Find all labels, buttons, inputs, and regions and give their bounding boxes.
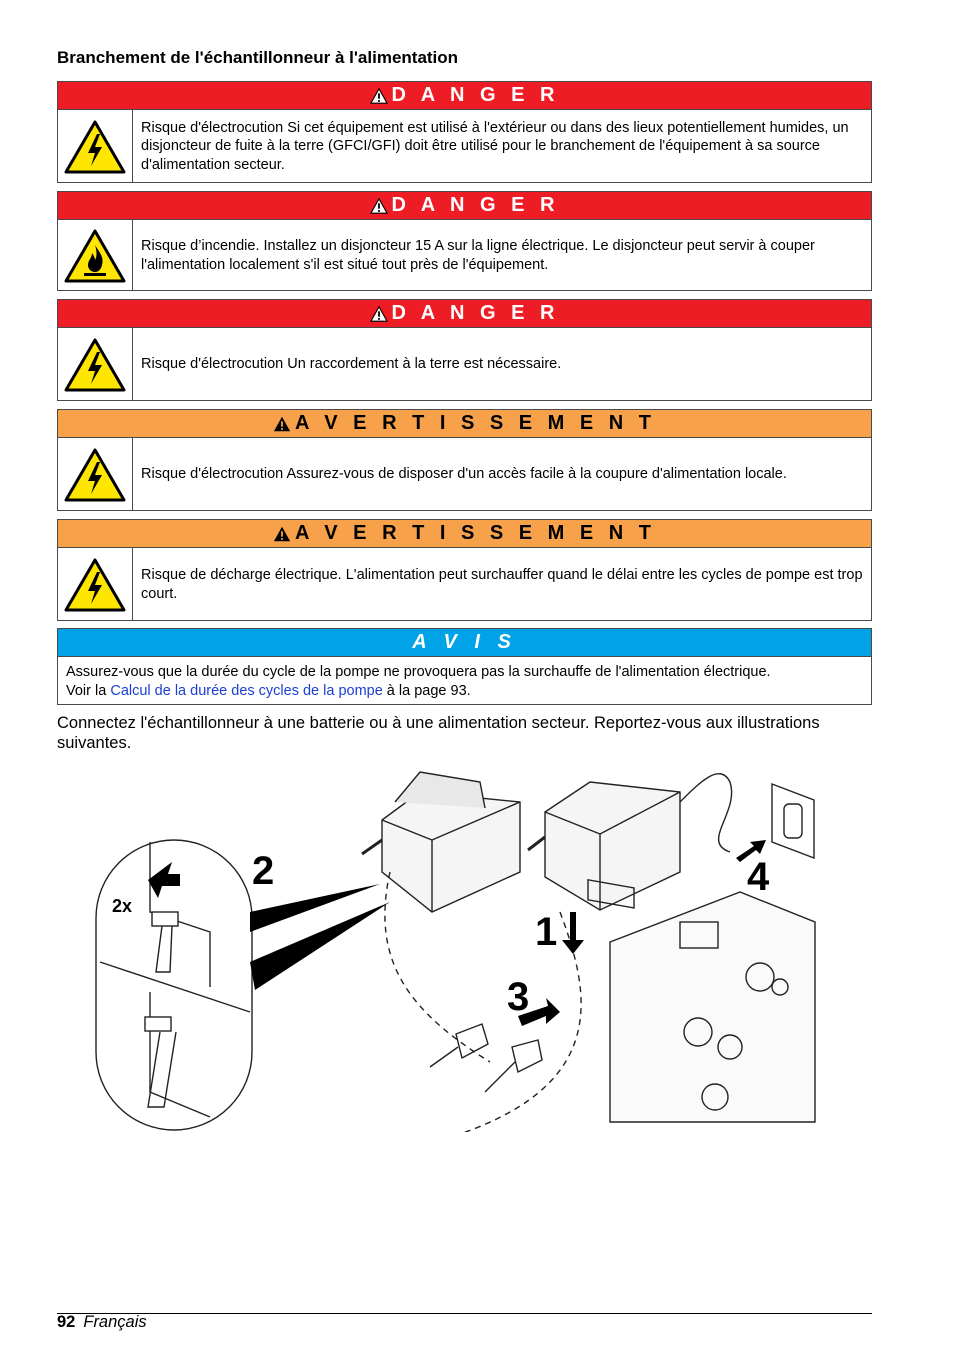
notice-text: Risque d’incendie. Installez un disjoncteur 15 A sur la ligne électrique. Le disjoncteur peut servir à couper l'alimentation localement s'il est situé tout près de l'équipement. — [141, 238, 815, 273]
warning-triangle-icon — [273, 525, 291, 543]
signal-word: A V E R T I S S E M E N T — [295, 412, 656, 434]
warning-triangle-icon — [273, 415, 291, 433]
step-2-label: 2 — [252, 849, 275, 893]
notice-text: Risque d'électrocution Un raccordement à la terre est nécessaire. — [141, 356, 562, 373]
cross-reference-link[interactable]: Calcul de la durée des cycles de la pompe — [110, 682, 383, 699]
danger-notice-2 — [57, 191, 872, 291]
danger-notice-1 — [57, 81, 872, 183]
section-title: Branchement de l'échantillonneur à l'alimentation — [57, 48, 459, 67]
notice-header: A V I S — [58, 629, 871, 657]
notice-box — [57, 628, 872, 705]
signal-word: D A N G E R — [391, 84, 560, 106]
step-4-label: 4 — [747, 855, 770, 899]
quantity-label: 2x — [112, 896, 133, 916]
instruction-paragraph: Connectez l'échantillonneur à une batterie ou à une alimentation secteur. Reportez-vous aux illustrations suivantes. — [57, 714, 820, 752]
warning-header — [58, 520, 871, 548]
installation-illustration — [90, 762, 820, 1132]
warning-notice-1 — [57, 409, 872, 511]
footer-language: Français — [83, 1313, 147, 1331]
warning-triangle-icon — [370, 305, 388, 323]
electric-shock-icon — [58, 438, 133, 511]
signal-word: D A N G E R — [391, 194, 560, 216]
page-footer — [57, 1313, 147, 1332]
notice-text: Risque d'électrocution Si cet équipement est utilisé à l'extérieur ou dans des lieux potentiellement humides, un disjoncteur de fuite à la terre (GFCI/GFI) doit être utilisé pour le branchement de l'équipement à sa source d'alimentation secteur. — [141, 119, 849, 173]
page-number: 92 — [57, 1313, 76, 1331]
warning-header — [58, 410, 871, 438]
danger-notice-3 — [57, 299, 872, 401]
electric-shock-icon — [58, 328, 133, 401]
notice-text: Assurez-vous que la durée du cycle de la pompe ne provoquera pas la surchauffe de l'alimentation électrique. Voir la Calcul de la durée des cycles de la pompe à la page 93. — [66, 664, 771, 699]
signal-word: D A N G E R — [391, 302, 560, 324]
signal-word: A V E R T I S S E M E N T — [295, 522, 656, 544]
danger-header — [58, 300, 871, 328]
warning-triangle-icon — [370, 197, 388, 215]
notice-text: Risque de décharge électrique. L'alimentation peut surchauffer quand le délai entre les cycles de pompe est trop court. — [141, 567, 863, 602]
step-3-label: 3 — [507, 975, 530, 1019]
danger-header — [58, 82, 871, 110]
step-1-label: 1 — [535, 910, 558, 954]
footer-divider — [57, 1313, 872, 1314]
warning-triangle-icon — [370, 87, 388, 105]
warning-notice-2 — [57, 519, 872, 621]
electric-shock-icon — [58, 548, 133, 621]
notice-text: Risque d'électrocution Assurez-vous de disposer d'un accès facile à la coupure d'alimentation locale. — [141, 466, 787, 483]
fire-hazard-icon — [58, 220, 133, 291]
danger-header — [58, 192, 871, 220]
electric-shock-icon — [58, 110, 133, 183]
